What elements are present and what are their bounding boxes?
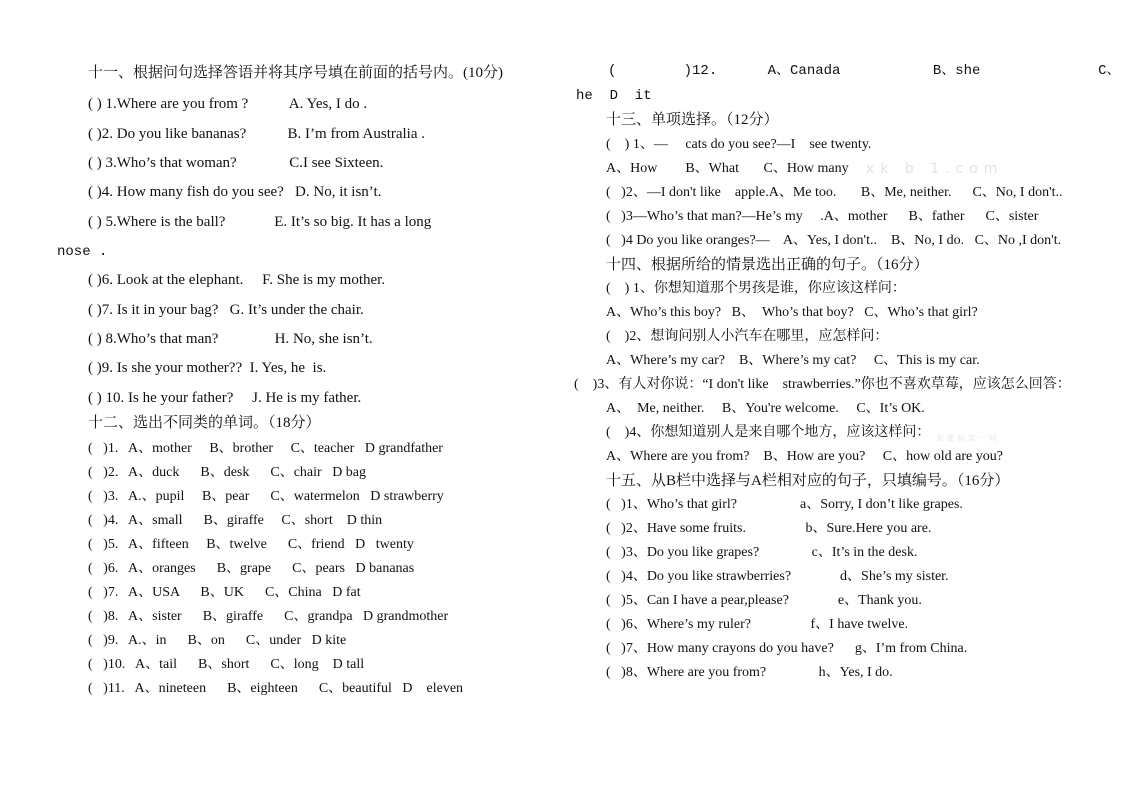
match-item-5: ( ) 5.Where is the ball? E. It’s so big. It has a long (88, 214, 432, 230)
match-item-10: ( ) 10. Is he your father? J. He is my father. (88, 390, 362, 406)
match-item-1: ( ) 1.Where are you from ? A. Yes, I do . (88, 96, 368, 112)
odd-one-out-10: ( )10. A、tail B、short C、long D tall (88, 657, 365, 672)
odd-one-out-4: ( )4. A、small B、giraffe C、short D thin (88, 513, 383, 528)
pair-item-8: ( )8、Where are you from? h、Yes, I do. (606, 665, 893, 680)
match-item-4: ( )4. How many fish do you see? D. No, it isn’t. (88, 184, 382, 200)
match-item-8: ( ) 8.Who’s that man? H. No, she isn’t. (88, 331, 373, 347)
odd-one-out-11: ( )11. A、nineteen B、eighteen C、beautiful D eleven (88, 681, 464, 696)
odd-one-out-7: ( )7. A、USA B、UK C、China D fat (88, 585, 361, 600)
match-item-3: ( ) 3.Who’s that woman? C.I see Sixteen. (88, 155, 384, 171)
pair-item-6: ( )6、Where’s my ruler? f、I have twelve. (606, 617, 909, 632)
situation-q2-options: A、Where’s my car? B、Where’s my cat? C、This is my car. (606, 353, 980, 368)
watermark-small: 新 课 标 第 一 网 (936, 434, 997, 443)
pair-item-3: ( )3、Do you like grapes? c、It’s in the desk. (606, 545, 918, 560)
pair-item-7: ( )7、How many crayons do you have? g、I’m from China. (606, 641, 968, 656)
match-item-6: ( )6. Look at the elephant. F. She is my mother. (88, 272, 386, 288)
odd-one-out-1: ( )1. A、mother B、brother C、teacher D grandfather (88, 441, 443, 456)
situation-q4-options: A、Where are you from? B、How are you? C、how old are you? (606, 449, 1003, 464)
pair-item-5: ( )5、Can I have a pear,please? e、Thank you. (606, 593, 922, 608)
pair-item-4: ( )4、Do you like strawberries? d、She’s my sister. (606, 569, 949, 584)
choice-q4: ( )4 Do you like oranges?— A、Yes, I don't.. B、No, I do. C、No ,I don't. (606, 233, 1062, 248)
odd-one-out-12: ( )12. A、Canada B、she C、 (608, 63, 1121, 79)
match-item-5-cont: nose . (57, 244, 108, 260)
situation-q2: ( )2、想询问别人小汽车在哪里，应怎样问： (606, 329, 889, 344)
section-13-title: 十三、单项选择。（12分） (606, 112, 779, 128)
situation-q1-options: A、Who’s this boy? B、 Who’s that boy? C、Who’s that girl? (606, 305, 978, 320)
situation-q3: ( )3、有人对你说：“I don't like strawberries.”你也不喜欢草莓，应该怎么回答： (574, 377, 1071, 392)
match-item-9: ( )9. Is she your mother?? I. Yes, he is. (88, 360, 327, 376)
odd-one-out-3: ( )3. A.、pupil B、pear C、watermelon D strawberry (88, 489, 444, 504)
match-item-2: ( )2. Do you like bananas? B. I’m from Australia . (88, 126, 426, 142)
choice-q3: ( )3—Who’s that man?—He’s my .A、mother B、father C、sister (606, 209, 1039, 224)
match-item-7: ( )7. Is it in your bag? G. It’s under the chair. (88, 302, 364, 318)
section-12-title: 十二、选出不同类的单词。（18分） (88, 415, 321, 431)
odd-one-out-8: ( )8. A、sister B、giraffe C、grandpa D grandmother (88, 609, 449, 624)
situation-q4: ( )4、你想知道别人是来自哪个地方，应该这样问： (606, 425, 931, 440)
odd-one-out-5: ( )5. A、fifteen B、twelve C、friend D twenty (88, 537, 414, 552)
odd-one-out-12-cont: he D it (576, 88, 652, 104)
situation-q1: ( ) 1、你想知道那个男孩是谁，你应该这样问： (606, 281, 906, 296)
situation-q3-options: A、 Me, neither. B、You're welcome. C、It’s OK. (606, 401, 925, 416)
odd-one-out-9: ( )9. A.、in B、on C、under D kite (88, 633, 347, 648)
section-15-title: 十五、从B栏中选择与A栏相对应的句子，只填编号。（16分） (606, 473, 1010, 489)
section-11-title: 十一、根据问句选择答语并将其序号填在前面的括号内。(10分) (88, 65, 503, 81)
watermark-text: xk b 1.com (866, 161, 1004, 177)
pair-item-1: ( )1、Who’s that girl? a、Sorry, I don’t like grapes. (606, 497, 963, 512)
odd-one-out-6: ( )6. A、oranges B、grape C、pears D bananas (88, 561, 415, 576)
pair-item-2: ( )2、Have some fruits. b、Sure.Here you are. (606, 521, 932, 536)
choice-q1-options: A、How B、What C、How many (606, 161, 849, 176)
odd-one-out-2: ( )2. A、duck B、desk C、chair D bag (88, 465, 367, 480)
choice-q1: ( ) 1、— cats do you see?—I see twenty. (606, 137, 872, 152)
section-14-title: 十四、根据所给的情景选出正确的句子。（16分） (606, 257, 929, 273)
choice-q2: ( )2、—I don't like apple.A、Me too. B、Me, neither. C、No, I don't.. (606, 185, 1063, 200)
